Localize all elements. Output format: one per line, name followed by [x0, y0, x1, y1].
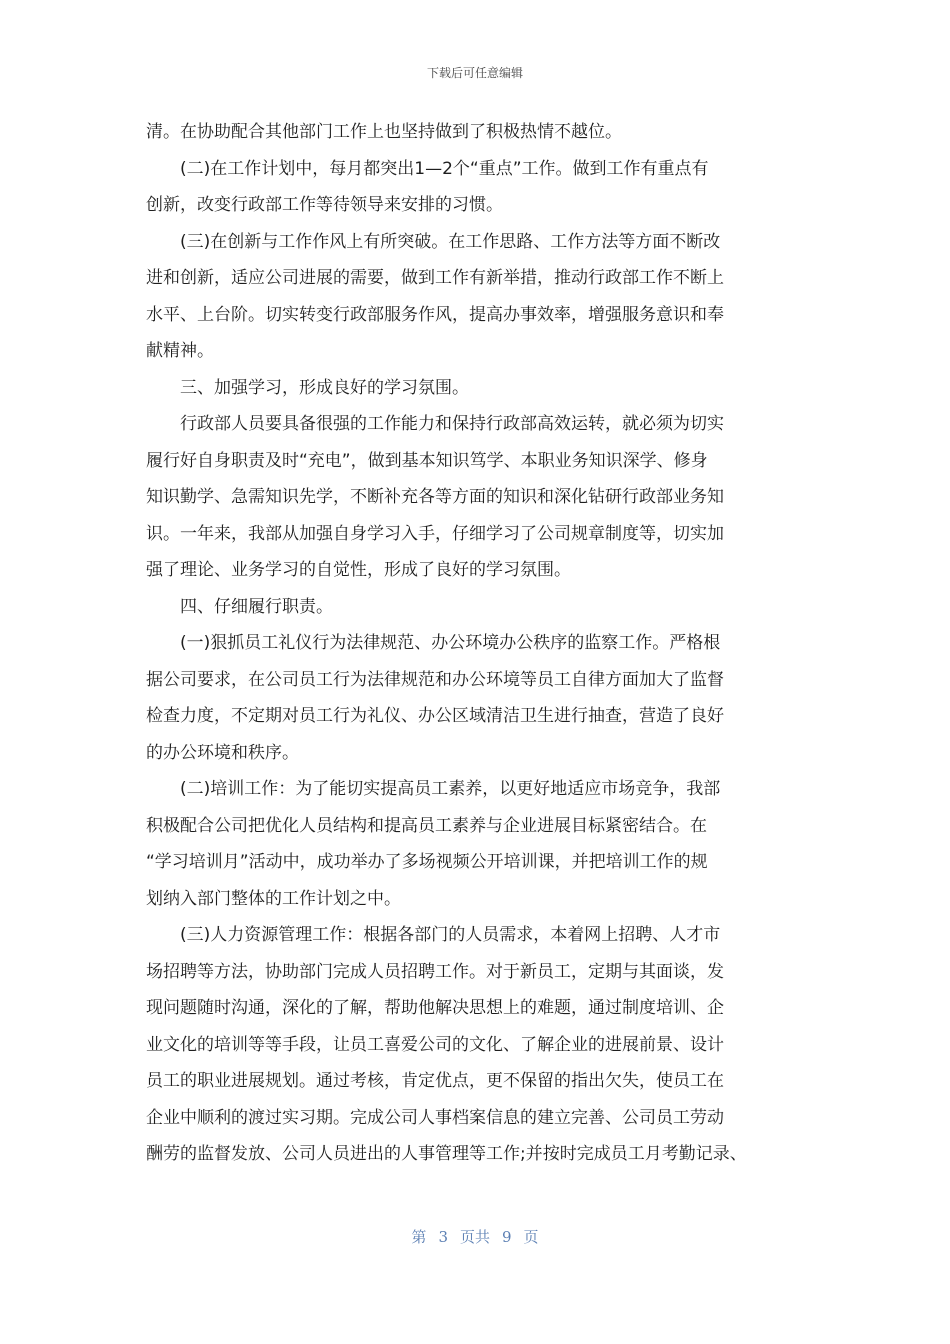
text-line-content: (三)在创新与工作作风上有所突破。在工作思路、工作方法等方面不断改: [180, 231, 721, 252]
text-line: [0, 993, 950, 1023]
text-line: [0, 446, 950, 476]
text-line: [0, 117, 950, 147]
text-line: [0, 1139, 950, 1169]
text-line-content: 创新，改变行政部工作等待领导来安排的习惯。: [146, 195, 503, 215]
text-line: [0, 774, 950, 804]
text-line: [0, 190, 950, 220]
text-line: [0, 1066, 950, 1096]
footer-word-page: 第: [411, 1228, 427, 1246]
text-line-content: “学习培训月”活动中，成功举办了多场视频公开培训课，并把培训工作的规: [146, 852, 708, 872]
text-line-content: (三)人力资源管理工作：根据各部门的人员需求，本着网上招聘、人才市: [180, 925, 721, 945]
text-line-content: 四、仔细履行职责。: [180, 596, 333, 617]
text-line: [0, 1103, 950, 1133]
text-line: [0, 847, 950, 877]
text-line-content: (二)培训工作：为了能切实提高员工素养，以更好地适应市场竞争，我部: [180, 779, 721, 799]
text-line-content: 识。一年来，我部从加强自身学习入手，仔细学习了公司规章制度等，切实加: [146, 523, 724, 544]
text-line-content: 三、加强学习，形成良好的学习氛围。: [180, 377, 469, 398]
text-line-content: 业文化的培训等等手段，让员工喜爱公司的文化、了解企业的进展前景、设计: [146, 1034, 724, 1055]
text-line-content: 据公司要求，在公司员工行为法律规范和办公环境等员工自律方面加大了监督: [146, 669, 724, 690]
text-line: [0, 811, 950, 841]
text-line-content: 水平、上台阶。切实转变行政部服务作风，提高办事效率，增强服务意识和奉: [146, 304, 724, 325]
footer-word-end: 页: [523, 1228, 539, 1246]
text-line: [0, 920, 950, 950]
text-line: [0, 227, 950, 257]
text-line-content: 积极配合公司把优化人员结构和提高员工素养与企业进展目标紧密结合。在: [146, 815, 707, 836]
text-line-content: 的办公环境和秩序。: [146, 742, 299, 763]
text-line-content: 行政部人员要具备很强的工作能力和保持行政部高效运转，就必须为切实: [180, 414, 724, 434]
text-line: [0, 154, 950, 184]
text-line: [0, 519, 950, 549]
footer-total-pages: 9: [502, 1228, 512, 1246]
text-line-content: 进和创新，适应公司进展的需要，做到工作有新举措，推动行政部工作不断上: [146, 268, 724, 288]
text-line-content: 检查力度，不定期对员工行为礼仪、办公区域清洁卫生进行抽查，营造了良好: [146, 706, 724, 726]
text-line: [0, 592, 950, 622]
text-line-content: 知识勤学、急需知识先学，不断补充各等方面的知识和深化钻研行政部业务知: [146, 487, 724, 507]
text-line: [0, 957, 950, 987]
footer-current-page: 3: [438, 1228, 448, 1246]
text-line: [0, 409, 950, 439]
text-line-content: 清。在协助配合其他部门工作上也坚持做到了积极热情不越位。: [146, 122, 622, 142]
text-line-content: 企业中顺利的渡过实习期。完成公司人事档案信息的建立完善、公司员工劳动: [146, 1107, 724, 1128]
text-line: [0, 373, 950, 403]
text-line-content: 献精神。: [146, 341, 214, 361]
text-line: [0, 738, 950, 768]
text-line-content: 员工的职业进展规划。通过考核，肯定优点，更不保留的指出欠失，使员工在: [146, 1071, 724, 1091]
text-line: [0, 1030, 950, 1060]
text-line-content: 现问题随时沟通，深化的了解，帮助他解决思想上的难题，通过制度培训、企: [146, 998, 724, 1018]
text-line: [0, 701, 950, 731]
text-line-content: 场招聘等方法，协助部门完成人员招聘工作。对于新员工，定期与其面谈，发: [146, 961, 724, 982]
text-line: [0, 665, 950, 695]
text-line-content: 划纳入部门整体的工作计划之中。: [146, 888, 401, 909]
text-line-content: 酬劳的监督发放、公司人员进出的人事管理等工作;并按时完成员工月考勤记录、: [146, 1144, 747, 1164]
page-header: 下载后可任意编辑: [426, 66, 523, 80]
text-line-content: 强了理论、业务学习的自觉性，形成了良好的学习氛围。: [146, 560, 571, 580]
text-line: [0, 263, 950, 293]
text-line-content: 履行好自身职责及时“充电”，做到基本知识笃学、本职业务知识深学、修身: [146, 450, 708, 471]
text-line: [0, 555, 950, 585]
page-footer: [0, 1226, 950, 1247]
footer-word-total: 页共: [459, 1228, 490, 1246]
text-line: [0, 300, 950, 330]
text-line-content: (二)在工作计划中，每月都突出1—2个“重点”工作。做到工作有重点有: [180, 158, 709, 179]
text-line: [0, 482, 950, 512]
text-line-content: (一)狠抓员工礼仪行为法律规范、办公环境办公秩序的监察工作。严格根: [180, 633, 721, 653]
text-line: [0, 336, 950, 366]
text-line: [0, 628, 950, 658]
text-line: [0, 884, 950, 914]
